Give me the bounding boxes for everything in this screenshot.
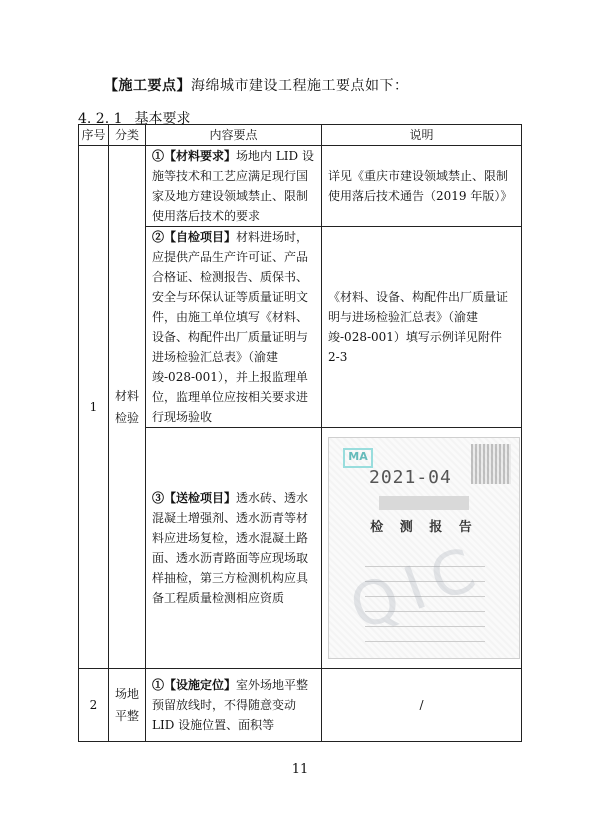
item-keyword: ①【设施定位】 <box>152 678 237 692</box>
row-number: 2 <box>79 669 109 742</box>
note-cell: 详见《重庆市建设领域禁止、限制使用落后技术通告（2019 年版）》 <box>322 146 522 227</box>
table-row <box>79 227 522 428</box>
report-year: 2021-04 <box>369 467 452 488</box>
table-header-row <box>79 125 522 146</box>
item-keyword: ②【自检项目】 <box>152 230 237 244</box>
note-cell <box>322 428 522 669</box>
table-row <box>79 669 522 742</box>
category-line: 平整 <box>114 709 139 723</box>
content-cell <box>146 146 322 227</box>
ma-mark: MA <box>343 448 373 468</box>
row-number: 1 <box>79 146 109 669</box>
qr-code-icon <box>471 444 511 484</box>
page-number: 11 <box>291 762 309 777</box>
intro-paragraph <box>104 75 409 95</box>
item-keyword: ①【材料要求】 <box>152 149 237 163</box>
item-content: 场地内 LID 设施等技术和工艺应满足现行国家及地方建设领域禁止、限制使用落后技术的要求 <box>152 149 314 223</box>
row-category <box>109 669 146 742</box>
item-content: 透水砖、透水混凝土增强剂、透水沥青等材料应进场复检，透水混凝土路面、透水沥青路面等应现场取样抽检，第三方检测机构应具备工程质量检测相应资质 <box>152 491 309 605</box>
category-line: 材料 <box>114 389 139 403</box>
item-keyword: ③【送检项目】 <box>152 491 237 505</box>
note-cell: / <box>322 669 522 742</box>
requirements-table <box>78 124 522 742</box>
intro-text: 海绵城市建设工程施工要点如下： <box>191 78 409 94</box>
redacted-block <box>379 496 469 510</box>
row-category <box>109 146 146 669</box>
intro-label: 【施工要点】 <box>104 78 191 94</box>
table-row <box>79 146 522 227</box>
content-cell <box>146 428 322 669</box>
header-content: 内容要点 <box>146 125 322 146</box>
report-watermark: QIC <box>341 531 494 645</box>
content-cell <box>146 669 322 742</box>
report-title: 检 测 报 告 <box>370 520 478 535</box>
table-row <box>79 428 522 669</box>
category-line: 场地 <box>114 687 139 701</box>
content-cell <box>146 227 322 428</box>
header-category: 分类 <box>109 125 146 146</box>
header-no: 序号 <box>79 125 109 146</box>
section-title: 基本要求 <box>134 111 191 127</box>
test-report-image <box>328 437 520 659</box>
item-content: 室外场地平整预留放线时，不得随意变动 LID 设施位置、面积等 <box>152 678 309 732</box>
header-note: 说明 <box>322 125 522 146</box>
section-number: 4. 2. 1 <box>78 111 123 127</box>
item-content: 材料进场时，应提供产品生产许可证、产品合格证、检测报告、质保书、安全与环保认证等质量证明文件，由施工单位填写《材料、设备、构配件出厂质量证明与进场检验汇总表》（渝建竣-028-001），并上报监理单位，监理单位应按相关要求进行现场验收 <box>152 230 309 424</box>
note-cell: 《材料、设备、构配件出厂质量证明与进场检验汇总表》（渝建竣-028-001）填写示例详见附件 2-3 <box>322 227 522 428</box>
category-line: 检验 <box>114 411 139 425</box>
